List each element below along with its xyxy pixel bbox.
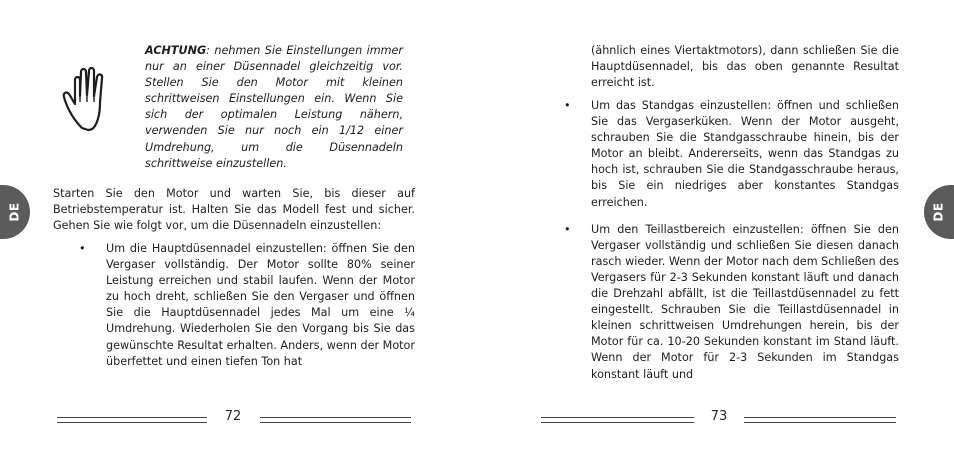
list-item-text: Um die Hauptdüsennadel einzustellen: öffnen Sie den Vergaser vollständig. Der Motor sollte 80% seiner Leistung erreichen und stabil laufen. Wenn der Motor zu hoch dreht, schließen Sie den Vergaser und öffnen Sie die Hauptdüsennadel jedes Mal um eine ¼ Umdrehung. Wiederholen Sie den Vorgang bis Sie das gewünschte Resultat erhalten. Anders, wenn der Motor überfettet und einen tiefen Ton hat [106, 242, 415, 368]
left-bullet-list [79, 241, 415, 370]
language-tab-left [0, 185, 30, 239]
bullet-dot: • [79, 242, 86, 255]
list-item [564, 98, 899, 211]
page-number: 72 [224, 409, 242, 424]
continuation-paragraph: (ähnlich eines Viertaktmotors), dann schließen Sie die Hauptdüsennadel, bis das oben genannte Resultat erreicht ist. [591, 44, 899, 90]
footer-rule [260, 417, 411, 423]
footer-rule [744, 417, 896, 423]
bullet-dot: • [564, 99, 571, 112]
language-tab-left-label: DE [7, 202, 22, 222]
page-number: 73 [710, 409, 728, 424]
raised-hand-icon [62, 66, 124, 132]
list-item [564, 222, 899, 383]
right-bullet-list [564, 98, 899, 383]
list-item-text: Um das Standgas einzustellen: öffnen und schließen Sie das Vergaserküken. Wenn der Motor ausgeht, schrauben Sie die Standgasschraube hinein, bis der Motor an bleibt. Andererseits, wenn das Standgas zu hoch ist, schrauben Sie die Standgasschraube heraus, bis Sie ein niedriges aber konstantes Standgas erreichen. [591, 99, 899, 209]
footer-rule [541, 417, 694, 423]
language-tab-right [924, 185, 954, 239]
footer-rule [57, 417, 207, 423]
warning-note [145, 43, 403, 172]
warning-label: ACHTUNG [145, 44, 207, 57]
intro-paragraph: Starten Sie den Motor und warten Sie, bis dieser auf Betriebstemperatur ist. Halten Sie das Modell fest und sicher. Gehen Sie wie folgt vor, um die Düsennadeln einzustellen: [53, 187, 415, 233]
list-item-text: Um den Teillastbereich einzustellen: öffnen Sie den Vergaser vollständig und schließen Sie diesen danach rasch wieder. Wenn der Motor nach dem Schließen des Vergasers für 2-3 Sekunden konstant läuft und danach die Drehzahl abfällt, ist die Teillastdüsennadel zu fett eingestellt. Schrauben Sie die Teillastdüsennadel in kleinen schrittweisen Umdrehungen herein, bis der Motor für ca. 10-20 Sekunden konstant im Stand läuft. Wenn der Motor für 2-3 Sekunden im Standgas konstant läuft und [591, 222, 899, 381]
warning-text: : nehmen Sie Einstellungen immer nur an einer Düsennadel gleichzeitig vor. Stellen Sie den Motor mit kleinen schrittweisen Einstellungen ein. Wenn Sie sich der optimalen Leistung nähern, verwenden Sie nur noch ein 1/12 einer Umdrehung, um die Düsennadeln schrittweise einzustellen. [145, 44, 403, 170]
language-tab-right-label: DE [931, 202, 946, 222]
list-item [79, 241, 415, 370]
bullet-dot: • [564, 222, 571, 236]
